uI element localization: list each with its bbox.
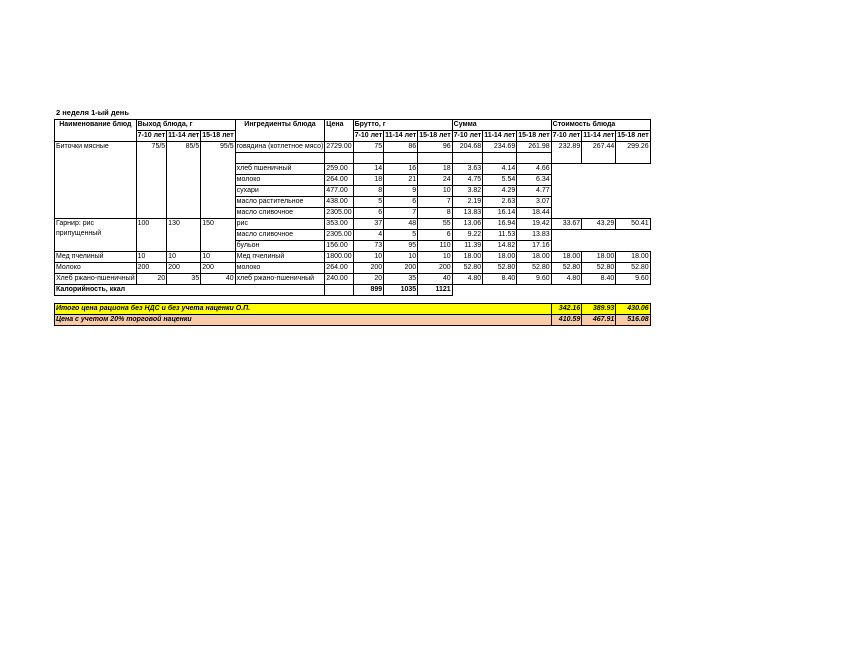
table-row: молоко 264.00 18 21 24 4.75 5.54 6.34 xyxy=(55,175,651,186)
dish-name: Гарнир: рис припущенный xyxy=(55,219,137,252)
calories-row: Калорийность, ккал 899 1035 1121 xyxy=(55,285,651,296)
age-col: 11-14 лет xyxy=(483,131,517,142)
table-row: Биточки мясные 75/5 85/5 95/5 говядина (котлетное мясо) 2729.00 75 86 96 204.68 234.69 261.98 232.89 267.44 299.26 xyxy=(55,142,651,153)
header-brutto: Брутто, г xyxy=(353,120,452,131)
age-col: 15-18 лет xyxy=(418,131,452,142)
header-row-2 xyxy=(55,131,651,142)
age-col: 11-14 лет xyxy=(582,131,616,142)
table-row: масло сливочное 2305.00 4 5 6 9.22 11.53 13.83 xyxy=(55,230,651,241)
table-row: хлеб пшеничный 259.00 14 16 18 3.63 4.14 4.66 xyxy=(55,164,651,175)
dish-name: Мед пчелиный xyxy=(55,252,137,263)
table-row: Молоко 200 200 200 молоко 264.00 200 200 200 52.80 52.80 52.80 52.80 52.80 52.80 xyxy=(55,263,651,274)
age-col: 15-18 лет xyxy=(616,131,650,142)
markup-row: Цена с учетом 20% торговой наценки 410.59 467.91 516.08 xyxy=(55,315,651,326)
table-row: масло растительное 438.00 5 6 7 2.19 2.63 3.07 xyxy=(55,197,651,208)
header-sum: Сумма xyxy=(452,120,551,131)
table-row: Гарнир: рис припущенный 100 130 150 рис 353.00 37 48 55 13.06 16.94 19.42 33.67 43.29 50.41 xyxy=(55,219,651,230)
table-row: Мед пчелиный 10 10 10 Мед пчелиный 1800.00 10 10 10 18.00 18.00 18.00 18.00 18.00 18.00 xyxy=(55,252,651,263)
table-row: сухари 477.00 8 9 10 3.82 4.29 4.77 xyxy=(55,186,651,197)
age-col: 15-18 лет xyxy=(517,131,551,142)
header-price: Цена xyxy=(325,120,353,131)
dish-name: Молоко xyxy=(55,263,137,274)
sheet-title: 2 неделя 1-ый день xyxy=(56,108,129,117)
dish-name: Биточки мясные xyxy=(55,142,137,219)
age-col: 7-10 лет xyxy=(452,131,483,142)
header-name: Наименование блюд xyxy=(55,120,137,131)
header-cost: Стоимость блюда xyxy=(551,120,650,131)
table-row: бульон 156.00 73 95 110 11.39 14.82 17.16 xyxy=(55,241,651,252)
table-row: Хлеб ржано-пшеничный 20 35 40 хлеб ржано-пшеничный 240.00 20 35 40 4.80 8.40 9.60 4.80 8.40 9.60 xyxy=(55,274,651,285)
table-row: масло сливочное 2305.00 6 7 8 13.83 16.14 18.44 xyxy=(55,208,651,219)
age-col: 11-14 лет xyxy=(384,131,418,142)
header-row-1 xyxy=(55,120,651,131)
age-col: 15-18 лет xyxy=(201,131,235,142)
menu-cost-table xyxy=(54,119,651,326)
total-row: Итого цена рациона без НДС и без учета наценки О.П. 342.16 389.93 430.06 xyxy=(55,304,651,315)
markup-label: Цена с учетом 20% торговой наценки xyxy=(55,315,552,326)
age-col: 7-10 лет xyxy=(136,131,167,142)
age-col: 7-10 лет xyxy=(353,131,384,142)
header-output: Выход блюда, г xyxy=(136,120,235,131)
calories-label: Калорийность, ккал xyxy=(55,285,325,296)
age-col: 11-14 лет xyxy=(167,131,201,142)
dish-name: Хлеб ржано-пшеничный xyxy=(55,274,137,285)
total-label: Итого цена рациона без НДС и без учета наценки О.П. xyxy=(55,304,552,315)
header-ingredients: Ингредиенты блюда xyxy=(235,120,325,131)
age-col: 7-10 лет xyxy=(551,131,582,142)
